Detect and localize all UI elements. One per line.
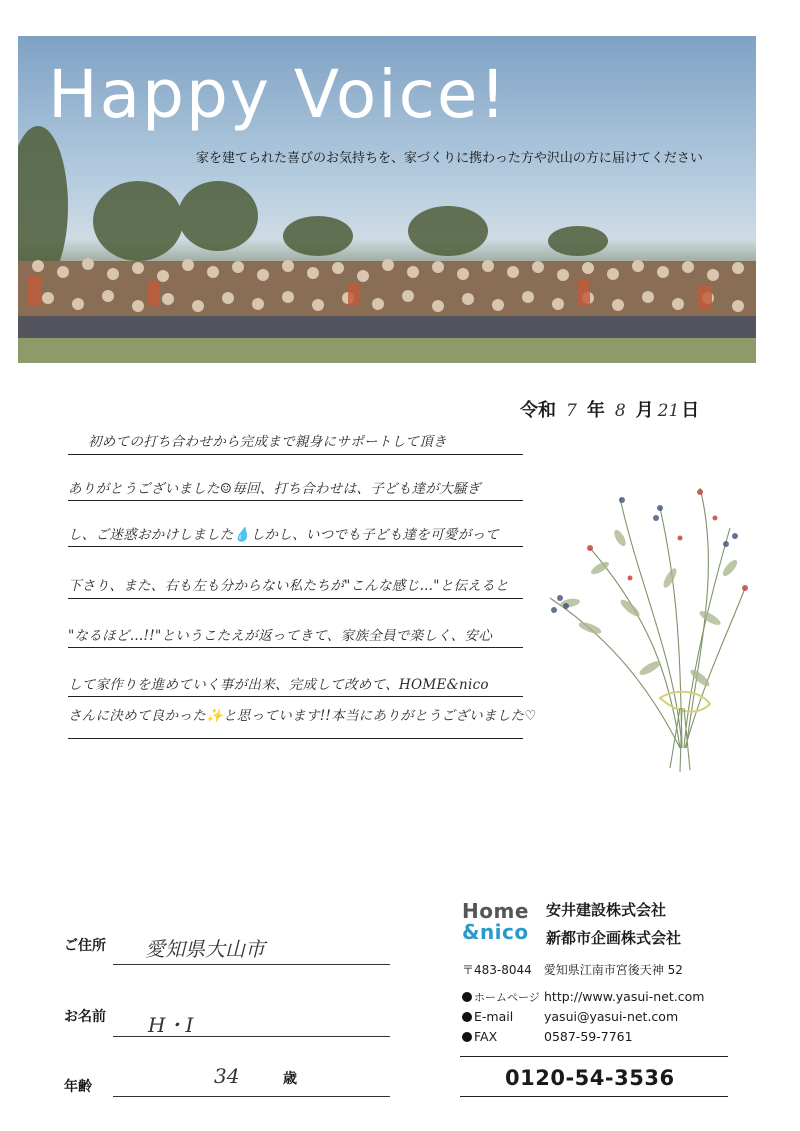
date-era: 令和 (520, 400, 556, 421)
name-label: お名前 (64, 1009, 106, 1025)
message-rule (68, 500, 523, 501)
message-line: "なるほど…!!"というこたえが返ってきて、家族全員で楽しく、安心 (68, 628, 493, 644)
date-field (520, 396, 699, 422)
fax-label: FAX (474, 1029, 498, 1044)
age-label: 年齢 (64, 1079, 92, 1095)
age-value: 34 (214, 1064, 240, 1088)
name-rule (113, 1036, 390, 1037)
fax-number: 0587-59-7761 (544, 1029, 633, 1044)
date-month-unit: 月 (635, 400, 654, 421)
email-row (462, 1009, 678, 1024)
date-month: 8 (614, 401, 626, 421)
bullet-icon (462, 1032, 472, 1042)
address-label: ご住所 (64, 938, 106, 954)
date-day-unit: 日 (681, 400, 700, 421)
message-line: して家作りを進めていく事が出来、完成して改めて、HOME&nico (68, 677, 489, 693)
fax-row (462, 1029, 633, 1044)
message-rule (68, 454, 523, 455)
address-rule (113, 964, 390, 965)
name-value: H・I (148, 1013, 194, 1037)
page-subtitle: 家を建てられた喜びのお気持ちを、家づくりに携わった方や沢山の方に届けてください (196, 151, 703, 166)
homepage-row (462, 989, 704, 1005)
message-rule (68, 598, 523, 599)
tollfree-number[interactable]: 0120-54-3536 (505, 1066, 675, 1090)
message-line: ありがとうございました☺毎回、打ち合わせは、子ども達が大騒ぎ (68, 481, 481, 497)
page-title: Happy Voice! (48, 56, 508, 133)
company-logo-bottom: &nico (462, 920, 529, 944)
date-year-unit: 年 (586, 400, 605, 421)
message-line: し、ご迷惑おかけしました💧しかし、いつでも子ども達を可愛がって (68, 527, 500, 543)
message-line: 下さり、また、右も左も分からない私たちが"こんな感じ…"と伝えると (68, 578, 509, 594)
company-name-1: 安井建設株式会社 (546, 901, 667, 919)
homepage-url[interactable]: http://www.yasui-net.com (544, 989, 705, 1004)
message-line: さんに決めて良かった✨と思っています!!本当にありがとうございました♡ (68, 708, 537, 724)
message-rule (68, 738, 523, 739)
company-logo-top: Home (462, 899, 529, 923)
company-name-2: 新都市企画株式会社 (546, 929, 682, 947)
homepage-label: ホームページ (474, 991, 540, 1004)
date-day: 21 (657, 401, 680, 421)
message-rule (68, 647, 523, 648)
address-value: 愛知県大山市 (145, 937, 265, 961)
flower-bouquet-illustration (530, 478, 760, 778)
date-year: 7 (566, 401, 577, 421)
message-rule (68, 696, 523, 697)
email-label: E-mail (474, 1009, 514, 1024)
company-address: 〒483-8044 愛知県江南市宮後天神 52 (462, 963, 683, 977)
age-rule (113, 1096, 390, 1097)
bullet-icon (462, 992, 472, 1002)
contact-rule (460, 1056, 728, 1057)
age-unit: 歳 (283, 1071, 297, 1087)
header-photo (18, 36, 756, 363)
contact-rule (460, 1096, 728, 1097)
message-rule (68, 546, 523, 547)
email-address[interactable]: yasui@yasui-net.com (544, 1009, 679, 1024)
message-line: 初めての打ち合わせから完成まで親身にサポートして頂き (88, 434, 447, 450)
bullet-icon (462, 1012, 472, 1022)
